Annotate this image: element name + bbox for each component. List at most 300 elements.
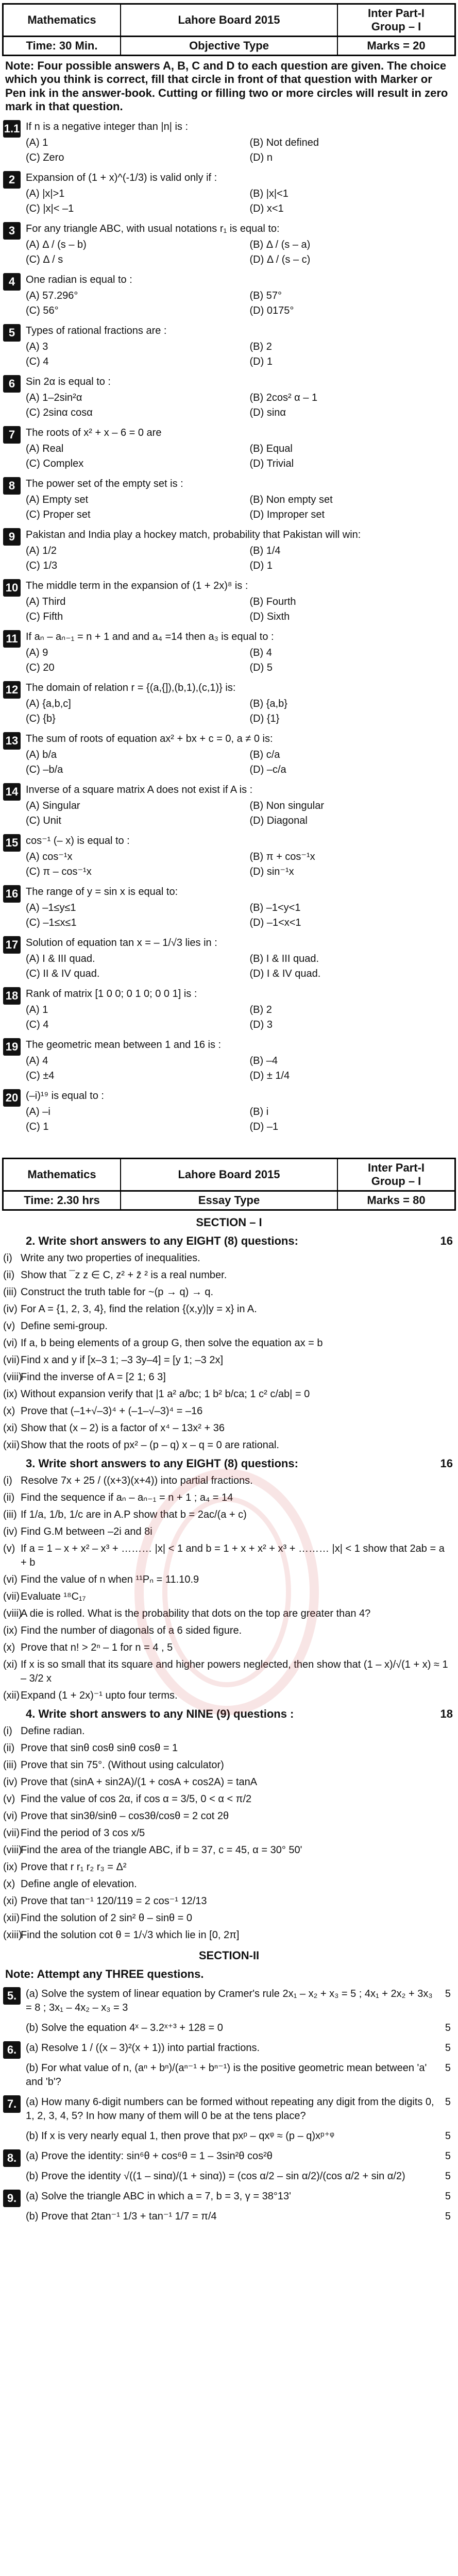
sub-question-text: Define radian. xyxy=(21,1725,85,1737)
sub-question xyxy=(0,1571,458,1588)
mcq-question xyxy=(0,474,458,525)
sub-question-number: (vii) xyxy=(3,1827,20,1839)
option: (A) 1 xyxy=(26,137,48,148)
time: Time: 30 Min. xyxy=(4,37,121,55)
part-marks: 5 xyxy=(445,2150,451,2162)
question-text: The sum of roots of equation ax² + bx + c = 0, a ≠ 0 is: xyxy=(26,733,273,744)
paper-group xyxy=(338,5,454,36)
sub-question-text: Prove that sinθ cosθ sinθ cosθ = 1 xyxy=(21,1742,178,1754)
question-number: 9. xyxy=(3,2190,21,2207)
option: (B) 2 xyxy=(249,341,272,352)
option: (C) 56° xyxy=(26,304,59,316)
option: (D) –1<x<1 xyxy=(249,917,301,928)
options-grid xyxy=(26,1105,453,1134)
subject: Mathematics xyxy=(4,5,121,36)
long-question-part xyxy=(0,2166,458,2187)
sub-question-number: (xii) xyxy=(3,1439,20,1451)
sub-question xyxy=(0,1540,458,1571)
sub-question-number: (v) xyxy=(3,1543,15,1554)
long-questions xyxy=(0,1984,458,2227)
sub-question-text: Show that ¯z z ∈ C, z² + z̄ ² is a real number. xyxy=(21,1269,227,1281)
option: (D) Sixth xyxy=(249,611,290,622)
sub-question xyxy=(0,1420,458,1437)
sub-question xyxy=(0,1639,458,1656)
part-text: Solve the triangle ABC in which a = 7, b = 3, γ = 38°13' xyxy=(41,2190,291,2202)
sub-question xyxy=(0,1723,458,1740)
sub-question-text: Prove that sin 75°. (Without using calculator) xyxy=(21,1759,224,1771)
sub-question xyxy=(0,1489,458,1506)
part-label: (b) xyxy=(26,2062,41,2074)
mcq-question xyxy=(0,933,458,984)
options-grid xyxy=(26,697,453,726)
sub-question-number: (vii) xyxy=(3,1590,20,1602)
options-grid xyxy=(26,1054,453,1083)
paper-type: Objective Type xyxy=(121,37,338,55)
essay-header xyxy=(2,1158,456,1192)
question-text: Rank of matrix [1 0 0; 0 1 0; 0 0 1] is : xyxy=(26,988,197,999)
sub-question-text: If a = 1 – x + x² – x³ + ……… |x| < 1 and b = 1 + x + x² + x³ + ……… |x| < 1 show that 2ab = a + b xyxy=(21,1543,445,1568)
sub-question-text: If x is so small that its square and higher powers neglected, then show that (1 – x)/√(1 + x) ≈ 1 – 3/2 x xyxy=(21,1658,448,1684)
long-question-body xyxy=(26,2210,437,2224)
option: (A) –i xyxy=(26,1106,50,1117)
sub-question xyxy=(0,1774,458,1791)
options-grid xyxy=(26,442,453,471)
sub-question xyxy=(0,1791,458,1808)
sub-question-number: (ix) xyxy=(3,1624,18,1636)
short-question-heading xyxy=(0,1454,458,1472)
sub-question-number: (viii) xyxy=(3,1607,22,1619)
option: (D) 3 xyxy=(249,1019,273,1030)
question-text: Sin 2α is equal to : xyxy=(26,376,111,387)
part-text: For what value of n, (aⁿ + bⁿ)/(aⁿ⁻¹ + bⁿ⁻¹) is the positive geometric mean between 'a' and 'b'? xyxy=(26,2062,427,2088)
sub-question-number: (ii) xyxy=(3,1492,15,1503)
option: (C) Δ / s xyxy=(26,253,63,265)
sub-question-number: (xi) xyxy=(3,1422,18,1434)
question-number: 7. xyxy=(3,2095,21,2113)
sub-question-text: Prove that r r₁ r₂ r₃ = Δ² xyxy=(21,1861,127,1873)
mcq-question xyxy=(0,525,458,576)
short-question-heading xyxy=(0,1704,458,1723)
option: (D) Trivial xyxy=(249,457,294,469)
option: (D) Diagonal xyxy=(249,815,308,826)
part-marks: 5 xyxy=(445,2062,451,2074)
question-number: 12 xyxy=(3,681,21,699)
part-label: (b) xyxy=(26,2170,41,2182)
section-1-title: SECTION – I xyxy=(196,1215,262,1229)
option: (A) Δ / (s – b) xyxy=(26,239,87,250)
option: (C) Proper set xyxy=(26,509,91,520)
mcq-question xyxy=(0,168,458,219)
sub-question-number: (vi) xyxy=(3,1573,18,1585)
sub-question-number: (iv) xyxy=(3,1526,18,1537)
section-2-title: SECTION-II xyxy=(198,1948,260,1962)
sub-question-number: (v) xyxy=(3,1320,15,1332)
sub-question-number: (iv) xyxy=(3,1303,18,1315)
mcq-question xyxy=(0,984,458,1035)
question-marks: 16 xyxy=(440,1234,453,1247)
mcq-question xyxy=(0,780,458,831)
question-number: 14 xyxy=(3,783,21,801)
question-text: The geometric mean between 1 and 16 is : xyxy=(26,1039,222,1050)
part-text: Resolve 1 / ((x – 3)²(x + 1)) into partial fractions. xyxy=(41,2042,260,2054)
mcq-question xyxy=(0,423,458,474)
sub-question-number: (vi) xyxy=(3,1337,18,1349)
option: (A) 3 xyxy=(26,341,48,352)
option: (A) Singular xyxy=(26,800,80,811)
option: (B) –1<y<1 xyxy=(249,902,301,913)
total-marks: Marks = 80 xyxy=(367,1193,426,1207)
sub-question-number: (i) xyxy=(3,1725,12,1737)
options-grid xyxy=(26,493,453,522)
mcq-question xyxy=(0,729,458,780)
sub-question xyxy=(0,1386,458,1403)
sub-question-text: Define angle of elevation. xyxy=(21,1878,137,1890)
sub-question-number: (xii) xyxy=(3,1912,20,1924)
part-marks: 5 xyxy=(445,2022,451,2033)
option: (D) sinα xyxy=(249,406,286,418)
option: (C) Unit xyxy=(26,815,61,826)
long-question-part xyxy=(0,2126,458,2146)
question-text: Types of rational fractions are : xyxy=(26,325,167,336)
part-marks: 5 xyxy=(445,2096,451,2108)
part-text: Solve the equation 4ˣ – 3.2ˣ⁺³ + 128 = 0 xyxy=(41,2022,223,2033)
option: (A) b/a xyxy=(26,749,57,760)
sub-question xyxy=(0,1842,458,1859)
sub-question-number: (ix) xyxy=(3,1388,18,1400)
long-question-body xyxy=(26,2190,437,2204)
long-question-part xyxy=(0,2092,458,2126)
mcq-question xyxy=(0,372,458,423)
mcq-question xyxy=(0,678,458,729)
option: (B) Δ / (s – a) xyxy=(249,239,311,250)
options-grid xyxy=(26,595,453,624)
question-number: 4 xyxy=(3,273,21,291)
option: (B) Fourth xyxy=(249,596,296,607)
question-text: Inverse of a square matrix A does not exist if A is : xyxy=(26,784,253,795)
sub-question-text: Find the sequence if aₙ – aₙ₋₁ = n + 1 ; a₄ = 14 xyxy=(21,1492,233,1503)
option: (A) cos⁻¹x xyxy=(26,851,73,862)
option: (B) π + cos⁻¹x xyxy=(249,851,315,862)
sub-question-number: (i) xyxy=(3,1475,12,1486)
sub-question-text: If 1/a, 1/b, 1/c are in A.P show that b = 2ac/(a + c) xyxy=(21,1509,247,1520)
sub-question xyxy=(0,1318,458,1335)
sub-question-text: Find the solution of 2 sin² θ – sinθ = 0 xyxy=(21,1912,192,1924)
board: Lahore Board 2015 xyxy=(121,5,338,36)
question-text: The roots of x² + x – 6 = 0 are xyxy=(26,427,162,438)
sub-question xyxy=(0,1876,458,1893)
sub-question-text: Prove that (–1+√–3)⁴ + (–1–√–3)⁴ = –16 xyxy=(21,1405,203,1417)
sub-question-text: Define semi-group. xyxy=(21,1320,108,1332)
long-question-part xyxy=(0,2018,458,2038)
sub-question-number: (ix) xyxy=(3,1861,18,1873)
part-text: Solve the system of linear equation by Cramer's rule 2x₁ – x₂ + x₃ = 5 ; 4x₁ + 2x₂ + 3x₃ = 8 ; 3x₁ – 4x₂ – x₃ = 3 xyxy=(26,1988,433,2013)
option: (B) Equal xyxy=(249,443,293,454)
part-label: (a) xyxy=(26,2190,41,2202)
question-text: For any triangle ABC, with usual notations r₁ is equal to: xyxy=(26,223,280,234)
sub-question-number: (viii) xyxy=(3,1844,22,1856)
sub-question-number: (xi) xyxy=(3,1658,18,1670)
option: (C) 1 xyxy=(26,1121,49,1132)
sub-question xyxy=(0,1910,458,1927)
option: (A) 4 xyxy=(26,1055,48,1066)
option: (D) 5 xyxy=(249,662,273,673)
long-question-body xyxy=(26,2021,437,2035)
sub-question-number: (xi) xyxy=(3,1895,18,1907)
sub-question xyxy=(0,1301,458,1318)
long-question-body xyxy=(26,2149,437,2163)
subject: Mathematics xyxy=(4,1159,121,1190)
option: (C) II & IV quad. xyxy=(26,968,100,979)
board: Lahore Board 2015 xyxy=(121,1159,338,1190)
option: (B) 1/4 xyxy=(249,545,281,556)
question-number: 5. xyxy=(3,1987,21,2005)
question-number: 16 xyxy=(3,885,21,903)
question-text: The range of y = sin x is equal to: xyxy=(26,886,178,897)
option: (A) 9 xyxy=(26,647,48,658)
long-question-body xyxy=(26,1987,437,2015)
options-grid xyxy=(26,340,453,369)
sub-question-number: (x) xyxy=(3,1878,15,1890)
option: (A) 1/2 xyxy=(26,545,57,556)
sub-question xyxy=(0,1927,458,1944)
options-grid xyxy=(26,391,453,420)
question-text: One radian is equal to : xyxy=(26,274,132,285)
sub-question-text: Expand (1 + 2x)⁻¹ upto four terms. xyxy=(21,1689,178,1701)
part-text: How many 6-digit numbers can be formed without repeating any digit from the digits 0, 1, 2, 3, 4, 5? In how many of them will 0 be at the tens place? xyxy=(26,2096,434,2122)
sub-question-text: Construct the truth table for ~(p → q) → q. xyxy=(21,1286,214,1298)
long-question-part xyxy=(0,2207,458,2227)
sub-question-number: (xiii) xyxy=(3,1929,22,1941)
option: (D) 0175° xyxy=(249,304,294,316)
sub-question-number: (ii) xyxy=(3,1269,15,1281)
question-number: 10 xyxy=(3,579,21,597)
sub-question xyxy=(0,1893,458,1910)
long-question-part xyxy=(0,2058,458,2092)
option: (B) –4 xyxy=(249,1055,278,1066)
sub-question-text: A die is rolled. What is the probability that dots on the top are greater than 4? xyxy=(21,1607,371,1619)
option: (C) 2sinα cosα xyxy=(26,406,93,418)
paper-type: Essay Type xyxy=(121,1192,338,1209)
option: (C) {b} xyxy=(26,713,56,724)
option: (B) 4 xyxy=(249,647,272,658)
long-question-part xyxy=(0,2187,458,2207)
options-grid xyxy=(26,289,453,318)
sub-question xyxy=(0,1622,458,1639)
mcq-question xyxy=(0,117,458,168)
part-marks: 5 xyxy=(445,2130,451,2142)
sub-question-text: Find the period of 3 cos x/5 xyxy=(21,1827,145,1839)
sub-question xyxy=(0,1284,458,1301)
sub-question xyxy=(0,1335,458,1352)
sub-question xyxy=(0,1437,458,1454)
sub-question-text: Find the value of n when ¹¹Pₙ = 11.10.9 xyxy=(21,1573,199,1585)
group: Group – I xyxy=(371,1174,421,1188)
options-grid xyxy=(26,238,453,267)
time: Time: 2.30 hrs xyxy=(4,1192,121,1209)
option: (D) –c/a xyxy=(249,764,286,775)
option: (B) |x|<1 xyxy=(249,188,289,199)
option: (C) ±4 xyxy=(26,1070,55,1081)
question-text: If n is a negative integer than |n| is : xyxy=(26,121,189,132)
sub-question xyxy=(0,1687,458,1704)
mcq-question xyxy=(0,1035,458,1086)
option: (D) n xyxy=(249,151,273,163)
sub-question xyxy=(0,1523,458,1540)
essay-header-row2 xyxy=(2,1192,456,1211)
question-number: 19 xyxy=(3,1038,21,1056)
question-text: The power set of the empty set is : xyxy=(26,478,183,489)
question-text: cos⁻¹ (– x) is equal to : xyxy=(26,835,130,846)
option: (B) 2cos² α – 1 xyxy=(249,392,318,403)
question-title: Write short answers to any EIGHT (8) questions: xyxy=(38,1456,298,1470)
sub-question-text: For A = {1, 2, 3, 4}, find the relation {(x,y)|y = x} in A. xyxy=(21,1303,257,1315)
option: (C) |x|< –1 xyxy=(26,202,74,214)
paper: Inter Part-I xyxy=(367,7,425,20)
option: (C) –b/a xyxy=(26,764,63,775)
option: (D) {1} xyxy=(249,713,280,724)
option: (D) 1 xyxy=(249,355,273,367)
question-text: Expansion of (1 + x)^(-1/3) is valid only if : xyxy=(26,172,217,183)
option: (A) –1≤y≤1 xyxy=(26,902,76,913)
question-number: 3 xyxy=(3,222,21,240)
sub-question xyxy=(0,1740,458,1757)
question-number: 2 xyxy=(3,171,21,189)
option: (C) π – cos⁻¹x xyxy=(26,866,92,877)
option: (C) –1≤x≤1 xyxy=(26,917,77,928)
question-text: Pakistan and India play a hockey match, probability that Pakistan will win: xyxy=(26,529,361,540)
sub-question xyxy=(0,1808,458,1825)
sub-question xyxy=(0,1588,458,1605)
paper: Inter Part-I xyxy=(367,1161,425,1174)
part-marks: 5 xyxy=(445,1988,451,1999)
sub-question-number: (v) xyxy=(3,1793,15,1805)
option: (D) –1 xyxy=(249,1121,279,1132)
question-number: 8 xyxy=(3,477,21,495)
option: (A) Third xyxy=(26,596,66,607)
option: (B) {a,b} xyxy=(249,698,287,709)
option: (A) |x|>1 xyxy=(26,188,65,199)
sub-question-number: (iii) xyxy=(3,1759,17,1771)
total-marks: Marks = 20 xyxy=(367,39,426,52)
question-number: 7 xyxy=(3,426,21,444)
sub-question xyxy=(0,1250,458,1267)
objective-header xyxy=(2,3,456,37)
sub-question xyxy=(0,1859,458,1876)
question-number: 11 xyxy=(3,630,21,648)
options-grid xyxy=(26,799,453,828)
section-2-note: Note: Attempt any THREE questions. xyxy=(5,1967,204,1980)
option: (D) 1 xyxy=(249,560,273,571)
long-question-body xyxy=(26,2129,437,2143)
option: (A) Real xyxy=(26,443,64,454)
option: (B) I & III quad. xyxy=(249,953,319,964)
sub-question-number: (iv) xyxy=(3,1776,18,1788)
question-number: 2. xyxy=(26,1234,39,1247)
sub-question-text: If a, b being elements of a group G, then solve the equation ax = b xyxy=(21,1337,323,1349)
question-number: 3. xyxy=(26,1456,39,1470)
sub-question-text: Without expansion verify that |1 a² a/bc; 1 b² b/ca; 1 c² c/ab| = 0 xyxy=(21,1388,310,1400)
question-number: 1.1 xyxy=(3,120,21,138)
sub-question-number: (ii) xyxy=(3,1742,15,1754)
sub-question-number: (iii) xyxy=(3,1509,17,1520)
part-label: (b) xyxy=(26,2130,41,2142)
question-text: The middle term in the expansion of (1 + 2x)⁸ is : xyxy=(26,580,248,591)
option: (A) {a,b,c] xyxy=(26,698,71,709)
sub-question xyxy=(0,1403,458,1420)
mcq-question xyxy=(0,627,458,678)
part-label: (a) xyxy=(26,2150,41,2162)
part-label: (a) xyxy=(26,1988,41,1999)
sub-question-text: Prove that (sinA + sin2A)/(1 + cosA + cos2A) = tanA xyxy=(21,1776,258,1788)
sub-question-number: (viii) xyxy=(3,1371,22,1383)
objective-header-row2 xyxy=(2,37,456,56)
short-question-heading xyxy=(0,1231,458,1250)
objective-questions xyxy=(0,117,458,1137)
option: (A) Empty set xyxy=(26,494,89,505)
sub-question-number: (vi) xyxy=(3,1810,18,1822)
short-questions xyxy=(0,1231,458,1944)
option: (D) I & IV quad. xyxy=(249,968,321,979)
option: (B) i xyxy=(249,1106,269,1117)
option: (A) 1 xyxy=(26,1004,48,1015)
long-question-part xyxy=(0,2038,458,2058)
question-number: 6 xyxy=(3,375,21,393)
part-text: Prove the identity √((1 – sinα)/(1 + sinα)) = (cos α/2 – sin α/2)/(cos α/2 + sin α/2) xyxy=(41,2170,405,2182)
option: (B) 57° xyxy=(249,290,282,301)
option: (D) Δ / (s – c) xyxy=(249,253,311,265)
options-grid xyxy=(26,1003,453,1032)
question-text: Solution of equation tan x = – 1/√3 lies in : xyxy=(26,937,217,948)
paper-group xyxy=(338,1159,454,1190)
question-text: If aₙ – aₙ₋₁ = n + 1 and and a₄ =14 then a₃ is equal to : xyxy=(26,631,274,642)
option: (B) Not defined xyxy=(249,137,319,148)
question-number: 4. xyxy=(26,1707,39,1720)
options-grid xyxy=(26,187,453,216)
part-text: Prove the identity: sin⁶θ + cos⁶θ = 1 – 3sin²θ cos²θ xyxy=(41,2150,273,2162)
option: (A) I & III quad. xyxy=(26,953,95,964)
mcq-question xyxy=(0,882,458,933)
option: (C) 4 xyxy=(26,1019,49,1030)
mcq-question xyxy=(0,270,458,321)
question-number: 6. xyxy=(3,2041,21,2059)
mcq-question xyxy=(0,576,458,627)
question-title: Write short answers to any EIGHT (8) questions: xyxy=(38,1234,298,1247)
sub-question-text: Find the number of diagonals of a 6 sided figure. xyxy=(21,1624,242,1636)
option: (B) Non singular xyxy=(249,800,325,811)
mcq-question xyxy=(0,831,458,882)
question-marks: 16 xyxy=(440,1456,453,1470)
question-number: 15 xyxy=(3,834,21,852)
sub-question-text: Find G.M between –2i and 8i xyxy=(21,1526,152,1537)
sub-question xyxy=(0,1369,458,1386)
option: (C) 4 xyxy=(26,355,49,367)
sub-question-text: Find the inverse of A = [2 1; 6 3] xyxy=(21,1371,166,1383)
sub-question-text: Show that (x – 2) is a factor of x⁴ – 13x² + 36 xyxy=(21,1422,225,1434)
sub-question-text: Prove that tan⁻¹ 120/119 = 2 cos⁻¹ 12/13 xyxy=(21,1895,207,1907)
sub-question-text: Write any two properties of inequalities. xyxy=(21,1252,200,1264)
long-question-body xyxy=(26,2095,437,2123)
question-number: 13 xyxy=(3,732,21,750)
sub-question-number: (vii) xyxy=(3,1354,20,1366)
question-text: (–i)¹⁹ is equal to : xyxy=(26,1090,104,1101)
question-number: 5 xyxy=(3,324,21,342)
option: (D) sin⁻¹x xyxy=(249,866,294,877)
question-number: 8. xyxy=(3,2149,21,2167)
mcq-question xyxy=(0,321,458,372)
option: (A) 57.296° xyxy=(26,290,78,301)
sub-question xyxy=(0,1605,458,1622)
option: (D) ± 1/4 xyxy=(249,1070,290,1081)
